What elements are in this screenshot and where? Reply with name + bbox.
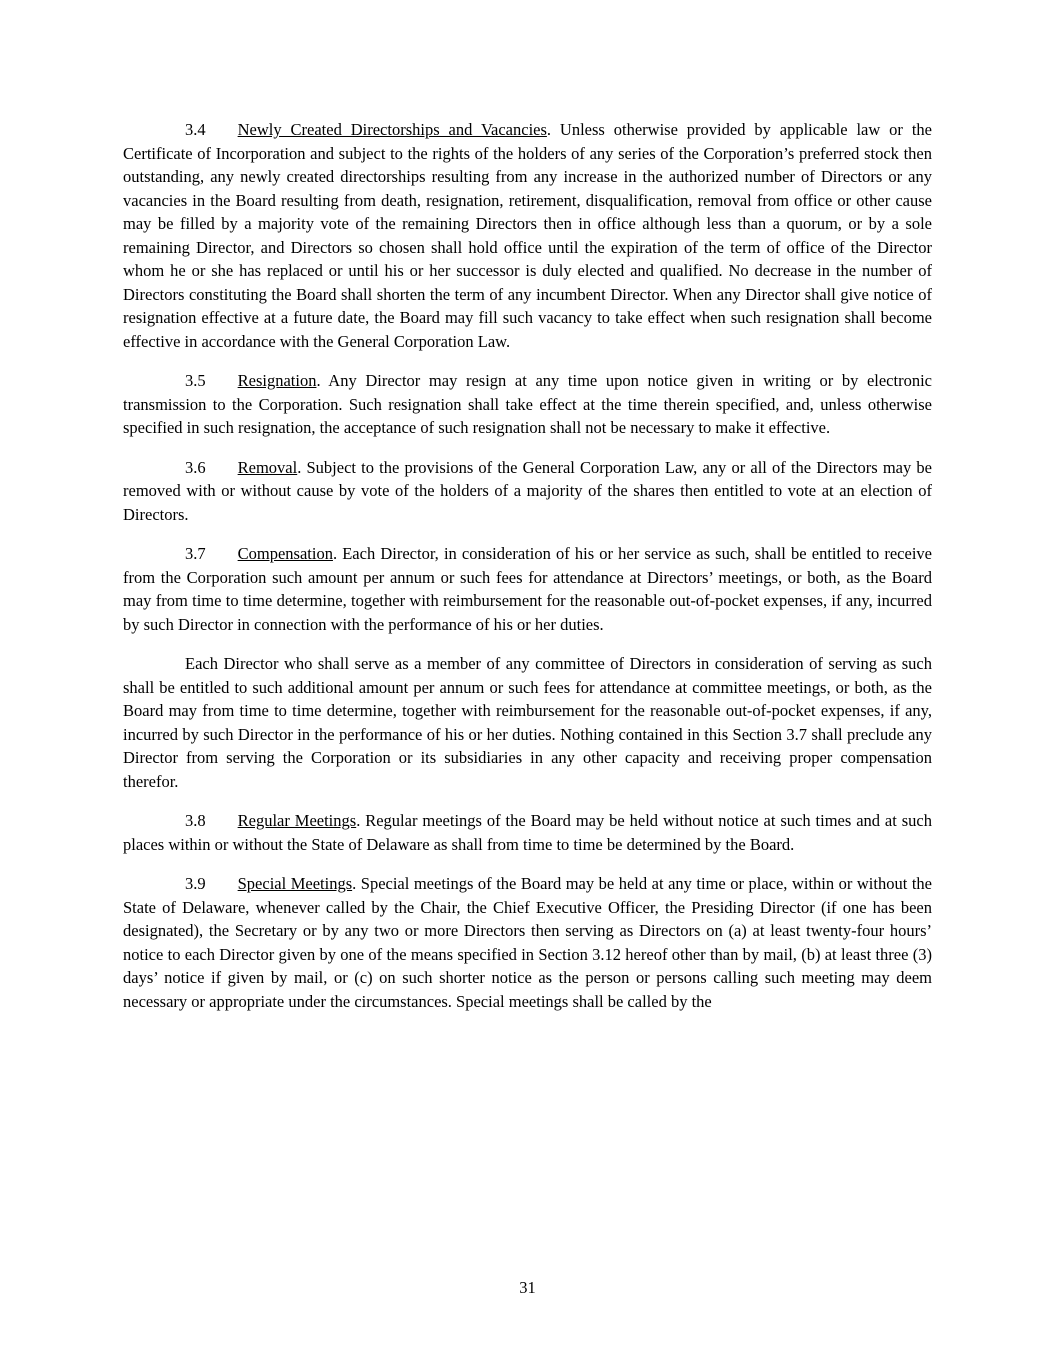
section-number: 3.9	[185, 874, 206, 893]
section-3-4-paragraph	[123, 118, 932, 353]
section-number: 3.8	[185, 811, 206, 830]
section-3-9-paragraph	[123, 872, 932, 1013]
section-body: . Special meetings of the Board may be held at any time or place, within or without the State of Delaware, whenever called by the Chair, the Chief Executive Officer, the Presiding Director (if one has been designated), the Secretary or by any two or more Directors then serving as Directors on (a) at least twenty-four hours’ notice to each Director given by one of the means specified in Section 3.12 hereof other than by mail, (b) at least three (3) days’ notice if given by mail, or (c) on such shorter notice as the person or persons calling such meeting may deem necessary or appropriate under the circumstances. Special meetings shall be called by the	[123, 874, 932, 1011]
section-heading: Resignation	[237, 371, 317, 390]
section-heading: Regular Meetings	[237, 811, 357, 830]
section-3-5-paragraph	[123, 369, 932, 440]
section-3-6-paragraph	[123, 456, 932, 527]
section-number: 3.4	[185, 120, 206, 139]
section-heading: Compensation	[237, 544, 333, 563]
section-body: . Regular meetings of the Board may be held without notice at such times and at such places within or without the State of Delaware as shall from time to time be determined by the Board.	[123, 811, 933, 854]
section-body: Each Director who shall serve as a member of any committee of Directors in consideration of serving as such shall be entitled to such additional amount per annum or such fees for attendance at committee meetings, or both, as the Board may from time to time determine, together with reimbursement for the reasonable out-of-pocket expenses, if any, incurred by such Director in the performance of his or her duties. Nothing contained in this Section 3.7 shall preclude any Director from serving the Corporation or its subsidiaries in any other capacity and receiving proper compensation therefor.	[123, 654, 932, 791]
section-heading: Removal	[237, 457, 298, 477]
section-body: . Any Director may resign at any time upon notice given in writing or by electronic transmission to the Corporation. Such resignation shall take effect at the time therein specified, and, unless otherwise specified in such resignation, the acceptance of such resignation shall not be necessary to make it effective.	[123, 371, 932, 437]
section-3-7-continuation-paragraph	[123, 652, 932, 793]
section-heading: Special Meetings	[237, 874, 353, 893]
section-3-7-paragraph	[123, 542, 932, 636]
section-3-8-paragraph	[123, 809, 932, 856]
section-number: 3.6	[185, 457, 206, 477]
section-body: . Subject to the provisions of the General Corporation Law, any or all of the Directors may be removed with or without cause by vote of the holders of a majority of the shares then entitled to vote at an election of Directors.	[123, 457, 932, 524]
section-number: 3.5	[185, 371, 206, 390]
section-body: . Each Director, in consideration of his or her service as such, shall be entitled to receive from the Corporation such amount per annum or such fees for attendance at Directors’ meetings, or both, as the Board may from time to time determine, together with reimbursement for the reasonable out-of-pocket expenses, if any, incurred by such Director in connection with the performance of his or her duties.	[123, 544, 932, 634]
section-number: 3.7	[185, 544, 206, 563]
page-number: 31	[519, 1277, 536, 1297]
section-body: . Unless otherwise provided by applicable law or the Certificate of Incorporation and subject to the rights of the holders of any series of the Corporation’s preferred stock then outstanding, any newly created directorships resulting from any increase in the authorized number of Directors or any vacancies in the Board resulting from death, resignation, retirement, disqualification, removal from office or other cause may be filled by a majority vote of the remaining Directors then in office although less than a quorum, or by a sole remaining Director, and Directors so chosen shall hold office until the expiration of the term of office of the Director whom he or she has replaced or until his or her successor is duly elected and qualified. No decrease in the number of Directors constituting the Board shall shorten the term of any incumbent Director. When any Director shall give notice of resignation effective at a future date, the Board may fill such vacancy to take effect when such resignation shall become effective in accordance with the General Corporation Law.	[123, 120, 932, 351]
section-heading: Newly Created Directorships and Vacancies	[237, 120, 547, 139]
